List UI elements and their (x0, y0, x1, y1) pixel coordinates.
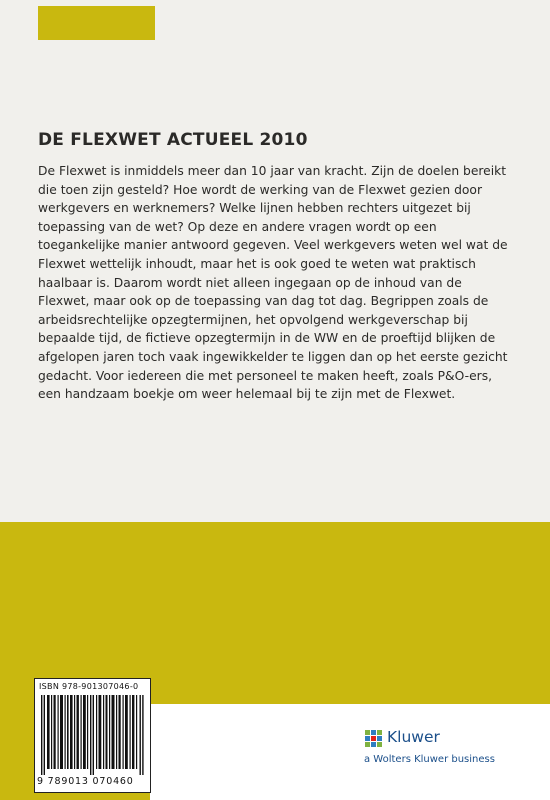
blurb-paragraph: De Flexwet is inmiddels meer dan 10 jaar van kracht. Zijn de doelen bereikt die toen zijn gesteld? Hoe wordt de werking van de Flexwet gezien door werkgevers en werknemers? Welke lijnen hebben rechters uitgezet bij toepassing van de wet? Op deze en andere vragen wordt op een toegankelijke manier antwoord gegeven. Veel werkgevers weten wel wat de Flexwet wettelijk inhoudt, maar het is ook goed te weten wat praktisch haalbaar is. Daarom wordt niet alleen ingegaan op de inhoud van de Flexwet, maar ook op de toepassing van dag tot dag. Begrippen zoals de arbeidsrechtelijke opzegtermijnen, het opvolgend werkgeverschap bij bepaalde tijd, de fictieve opzegtermijn in de WW en de proeftijd blijken de afgelopen jaren toch vaak ingewikkelder te liggen dan op het eerste gezicht gedacht. Voor iedereen die met personeel te maken heeft, zoals P&O-ers, een handzaam boekje om weer helemaal bij te zijn met de Flexwet. (38, 164, 508, 402)
publisher-tagline: a Wolters Kluwer business (364, 754, 495, 765)
publisher-name: Kluwer (387, 728, 440, 746)
isbn-label: ISBN 978-901307046-0 (39, 682, 139, 691)
publisher-panel (150, 704, 550, 800)
kluwer-dot-logo-icon (365, 730, 383, 748)
barcode-digits: 9 789013 070460 (37, 776, 134, 787)
book-title: DE FLEXWET ACTUEEL 2010 (38, 130, 308, 150)
barcode-box (34, 678, 151, 793)
top-accent-band (38, 6, 155, 40)
barcode-icon (39, 695, 146, 775)
